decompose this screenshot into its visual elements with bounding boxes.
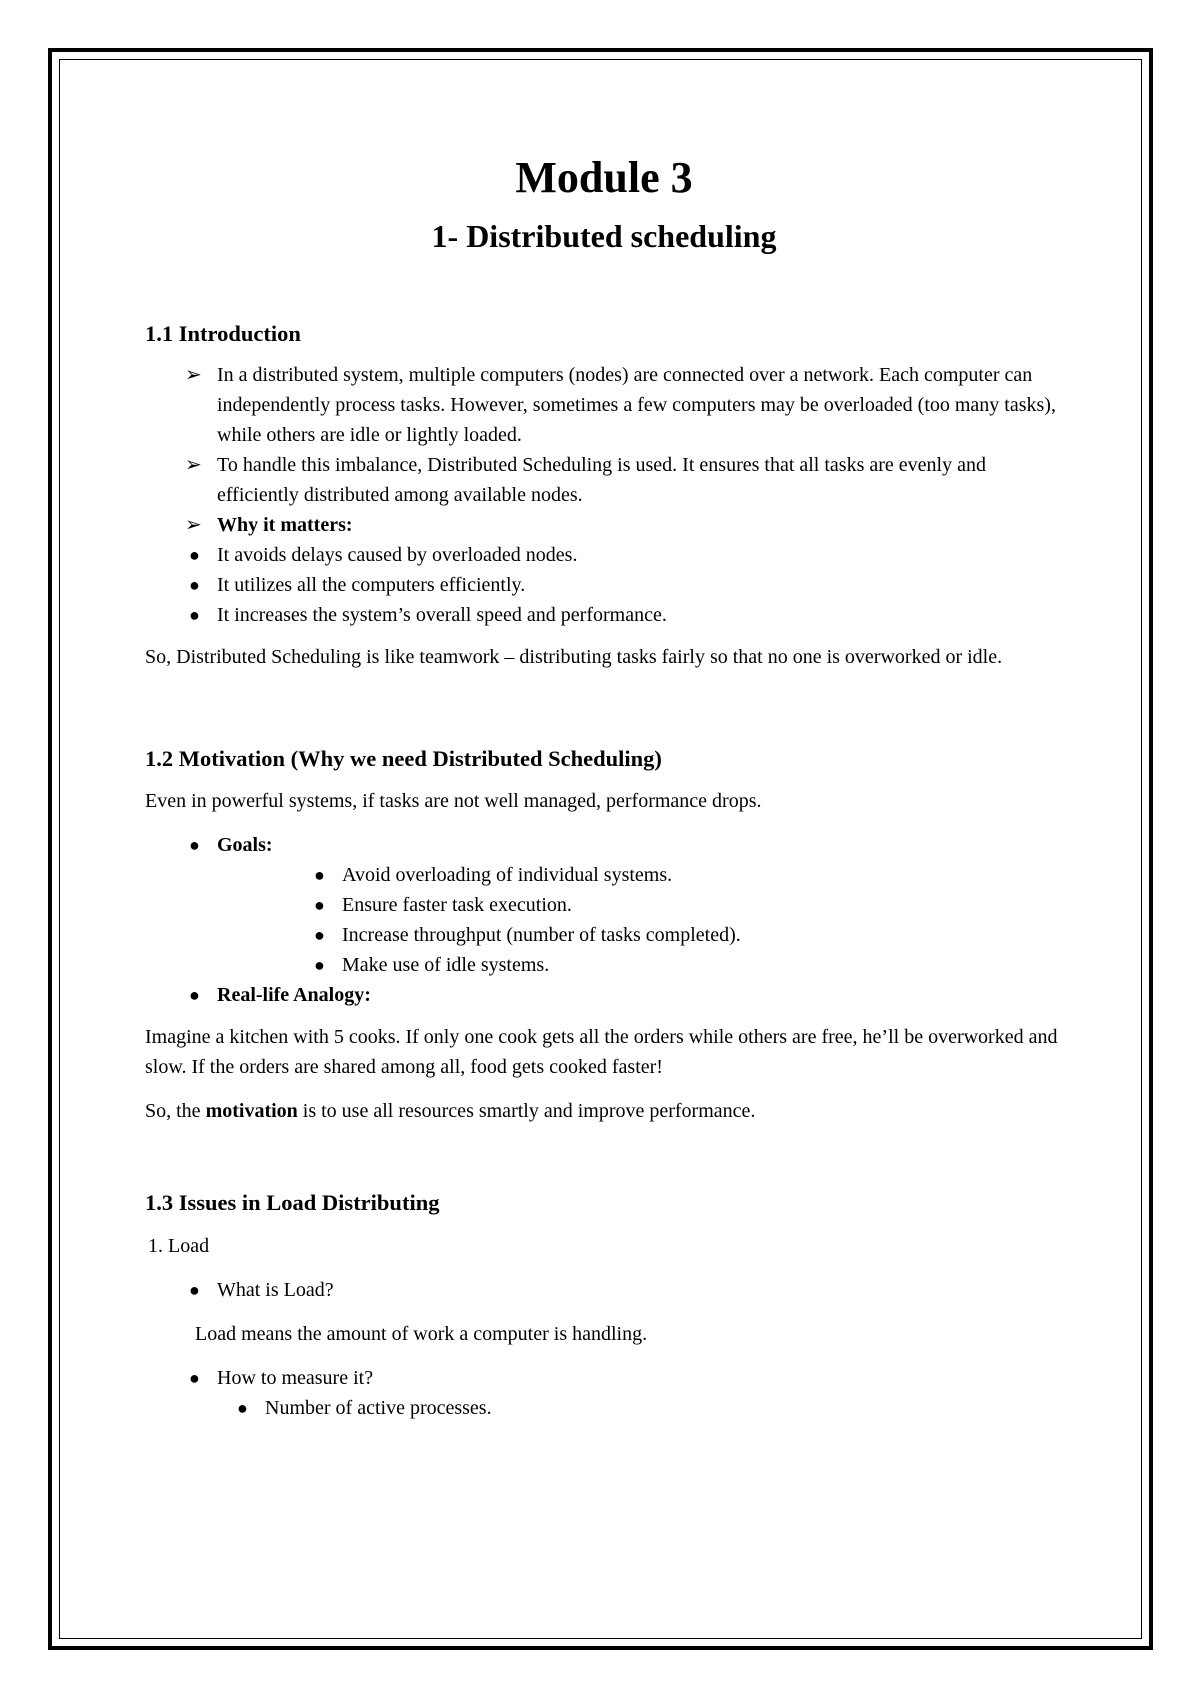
motivation-summary: So, the motivation is to use all resources smartly and improve performance. <box>145 1099 756 1122</box>
intro-bullet-list <box>145 540 1063 630</box>
load-question-list <box>145 1275 1063 1305</box>
list-item: ● Make use of idle systems. <box>145 950 1063 980</box>
section-heading-issues: 1.3 Issues in Load Distributing <box>145 1189 440 1215</box>
motivation-emphasis: motivation <box>205 1099 298 1122</box>
arrowhead-bullet-icon: ➢ <box>185 514 202 537</box>
list-item: ➢ In a distributed system, multiple computers (nodes) are connected over a network. Each computer can independently process tasks. However, sometimes a few computers may be overloaded (too many tasks), while others are idle or lightly loaded. <box>145 360 1063 450</box>
list-item: ● Increase throughput (number of tasks completed). <box>145 920 1063 950</box>
arrowhead-bullet-icon: ➢ <box>185 454 202 477</box>
list-item: ● It utilizes all the computers efficiently. <box>145 570 1063 600</box>
list-item: ● Real-life Analogy: <box>145 980 1063 1010</box>
analogy-list <box>145 980 1063 1010</box>
bullet-icon: ● <box>189 1367 200 1388</box>
bullet-icon: ● <box>314 924 325 945</box>
goals-sublist <box>145 860 1063 980</box>
module-subtitle: 1- Distributed scheduling <box>431 217 777 254</box>
intro-arrow-list <box>145 360 1063 540</box>
bullet-icon: ● <box>189 575 200 596</box>
goals-list <box>145 830 1063 860</box>
bullet-icon: ● <box>314 894 325 915</box>
bullet-icon: ● <box>189 545 200 566</box>
load-definition: Load means the amount of work a computer is handling. <box>195 1322 648 1345</box>
bullet-icon: ● <box>314 954 325 975</box>
list-item: ● It increases the system’s overall speed and performance. <box>145 600 1063 630</box>
list-item: ● Goals: <box>145 830 1063 860</box>
measure-sublist <box>145 1393 1063 1423</box>
bullet-icon: ● <box>237 1397 248 1418</box>
arrowhead-bullet-icon: ➢ <box>185 364 202 387</box>
section-heading-introduction: 1.1 Introduction <box>145 321 301 347</box>
module-title: Module 3 <box>515 153 693 202</box>
section-heading-motivation: 1.2 Motivation (Why we need Distributed Scheduling) <box>145 746 662 772</box>
issue-item-load: 1. Load <box>148 1234 210 1257</box>
list-item: ● What is Load? <box>145 1275 1063 1305</box>
list-item: ➢ To handle this imbalance, Distributed Scheduling is used. It ensures that all tasks are evenly and efficiently distributed among available nodes. <box>145 450 1063 510</box>
analogy-text: Imagine a kitchen with 5 cooks. If only one cook gets all the orders while others are free, he’ll be overworked and slow. If the orders are shared among all, food gets cooked faster! <box>145 1025 1058 1078</box>
bullet-icon: ● <box>189 984 200 1005</box>
bullet-icon: ● <box>314 864 325 885</box>
document-body <box>145 140 1063 1423</box>
bullet-icon: ● <box>189 834 200 855</box>
list-item: ● How to measure it? <box>145 1363 1063 1393</box>
intro-summary: So, Distributed Scheduling is like teamwork – distributing tasks fairly so that no one is overworked or idle. <box>145 646 1003 669</box>
list-item: ● Avoid overloading of individual systems. <box>145 860 1063 890</box>
list-item: ● It avoids delays caused by overloaded nodes. <box>145 540 1063 570</box>
measure-question-list <box>145 1363 1063 1393</box>
bullet-icon: ● <box>189 605 200 626</box>
bullet-icon: ● <box>189 1279 200 1300</box>
list-item: ➢ Why it matters: <box>145 510 1063 540</box>
list-item: ● Number of active processes. <box>145 1393 1063 1423</box>
motivation-intro: Even in powerful systems, if tasks are not well managed, performance drops. <box>145 789 762 812</box>
list-item: ● Ensure faster task execution. <box>145 890 1063 920</box>
